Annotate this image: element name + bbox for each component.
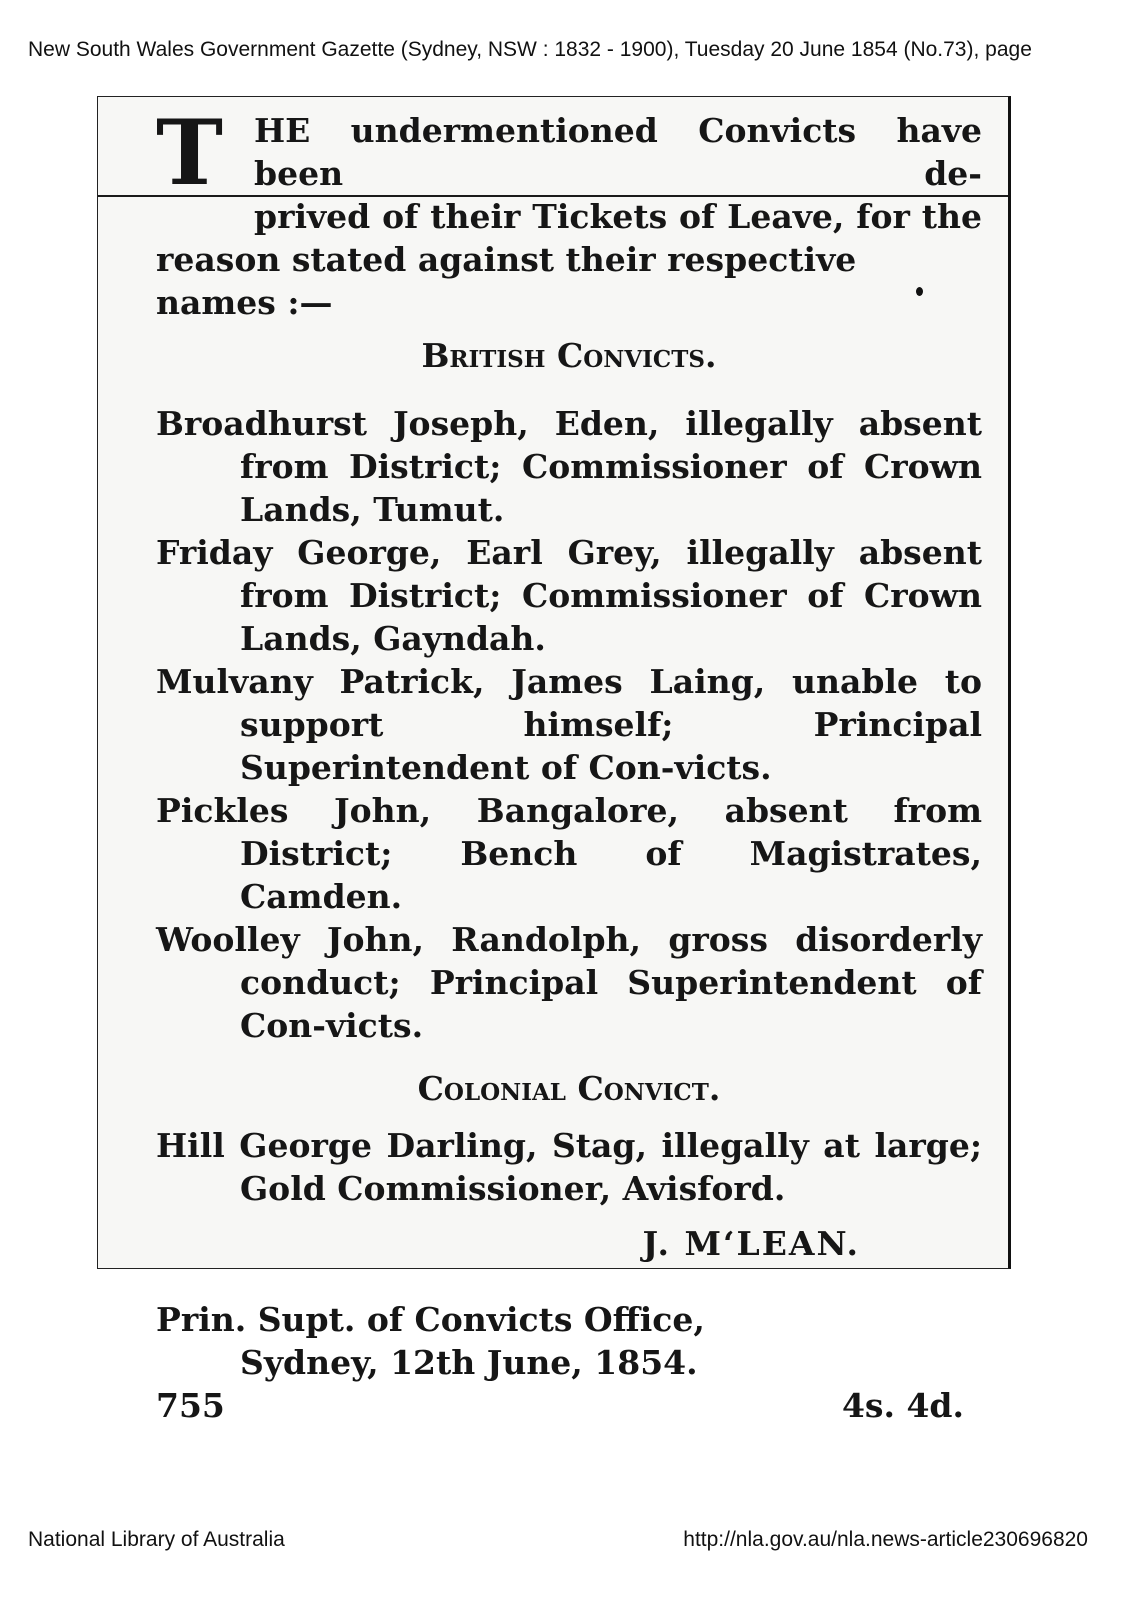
list-item: Woolley John, Randolph, gross disorderly conduct; Principal Superintendent of Con-victs. <box>156 920 982 1045</box>
intro-line-2: prived of their Tickets of Leave, for the <box>254 197 982 236</box>
office-line-1: Prin. Supt. of Convicts Office, <box>156 1300 705 1339</box>
list-item: Pickles John, Bangalore, absent from District; Bench of Magistrates, Camden. <box>156 791 982 916</box>
list-item: Hill George Darling, Stag, illegally at large; Gold Commissioner, Avisford. <box>156 1126 982 1208</box>
notice-price: 4s. 4d. <box>841 1386 964 1425</box>
office-line-2: Sydney, 12th June, 1854. <box>240 1343 698 1382</box>
citation-header: New South Wales Government Gazette (Sydney, NSW : 1832 - 1900), Tuesday 20 June 1854 (No.73), page <box>28 38 1032 61</box>
british-convicts-heading: British Convicts. <box>421 336 717 375</box>
gazette-clipping <box>97 96 1011 1425</box>
article-url-link[interactable]: http://nla.gov.au/nla.news-article230696820 <box>683 1528 1088 1551</box>
list-item: Friday George, Earl Grey, illegally absent from District; Commissioner of Crown Lands, Gayndah. <box>156 533 982 658</box>
intro-line-1: HE undermentioned Convicts have been de- <box>254 111 982 193</box>
colonial-convict-heading: Colonial Convict. <box>417 1069 721 1108</box>
list-item: Mulvany Patrick, James Laing, unable to support himself; Principal Superintendent of Con-victs. <box>156 662 982 787</box>
notice-footer-row <box>156 1384 982 1427</box>
colonial-entries-list <box>156 1124 982 1210</box>
signature: J. M‘LEAN. <box>642 1224 860 1263</box>
drop-cap: T <box>156 100 223 206</box>
intro-line-3: reason stated against their respective names :— <box>156 240 857 322</box>
library-credit: National Library of Australia <box>28 1528 285 1551</box>
office-address <box>156 1298 982 1384</box>
british-entries-list <box>156 402 982 1047</box>
list-item: Broadhurst Joseph, Eden, illegally absent from District; Commissioner of Crown Lands, Tumut. <box>156 404 982 529</box>
notice-intro <box>156 100 982 324</box>
notice-number: 755 <box>156 1386 225 1425</box>
notice-article <box>156 100 982 1427</box>
